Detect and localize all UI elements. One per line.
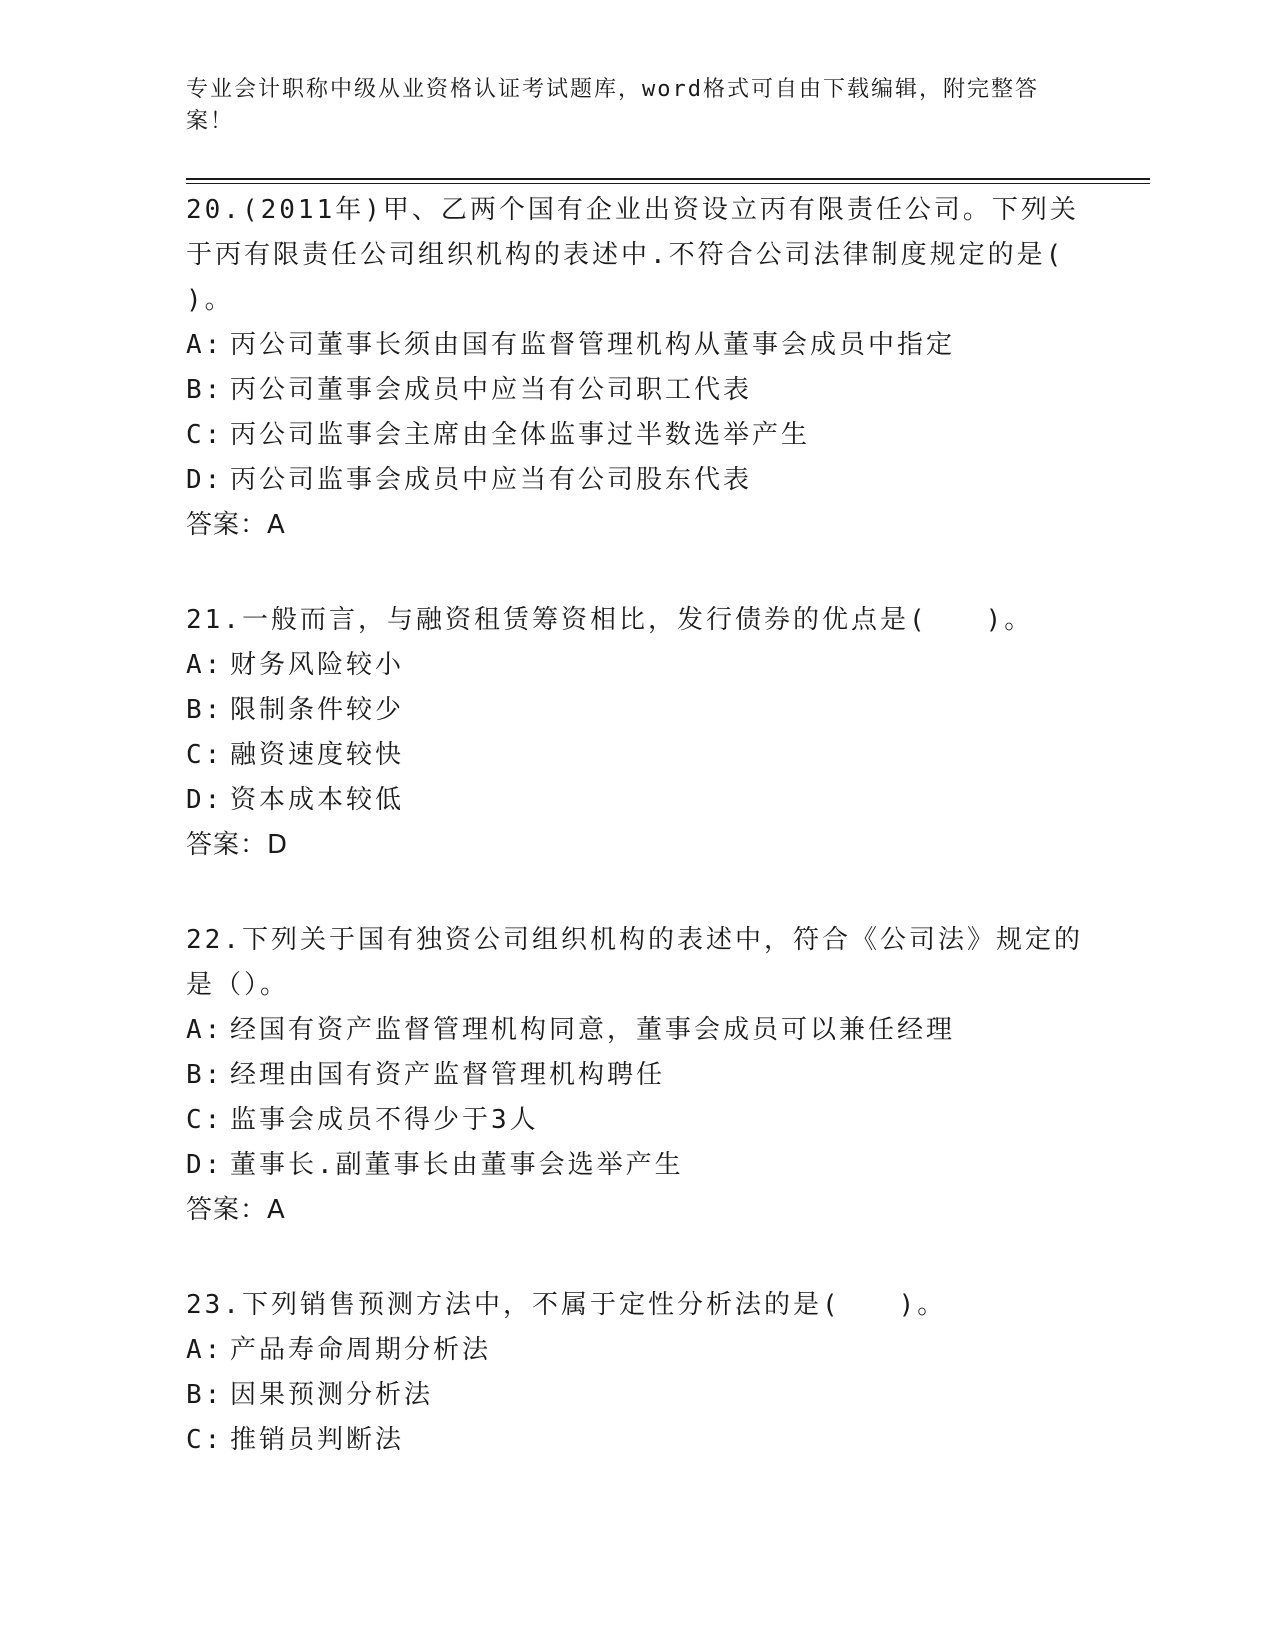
option-a: A: 丙公司董事长须由国有监督管理机构从董事会成员中指定 <box>186 330 956 360</box>
question-stem: 22.下列关于国有独资公司组织机构的表述中，符合《公司法》规定的是（）。 <box>186 925 1083 1000</box>
question-stem: 21.一般而言，与融资租赁筹资相比，发行债券的优点是( )。 <box>186 605 1034 635</box>
question-stem: 20.(2011年)甲、乙两个国有企业出资设立丙有限责任公司。下列关于丙有限责任公司组织机构的表述中.不符合公司法律制度规定的是( )。 <box>186 195 1079 315</box>
document-header: 专业会计职称中级从业资格认证考试题库，word格式可自由下载编辑，附完整答案！ <box>186 77 1039 134</box>
answer-label: 答案：A <box>186 1195 286 1225</box>
question-20 <box>186 188 1086 548</box>
header-rule-thin <box>186 183 1150 184</box>
option-b: B: 因果预测分析法 <box>186 1380 434 1410</box>
option-c: C: 监事会成员不得少于3人 <box>186 1105 539 1135</box>
option-b: B: 限制条件较少 <box>186 695 405 725</box>
answer-label: 答案：D <box>186 830 289 860</box>
option-a: A: 产品寿命周期分析法 <box>186 1335 492 1365</box>
option-d: D: 丙公司监事会成员中应当有公司股东代表 <box>186 465 753 495</box>
question-21 <box>186 598 1086 868</box>
question-22 <box>186 918 1086 1233</box>
option-d: D: 董事长.副董事长由董事会选举产生 <box>186 1150 684 1180</box>
option-a: A: 财务风险较小 <box>186 650 405 680</box>
option-c: C: 融资速度较快 <box>186 740 405 770</box>
question-stem: 23.下列销售预测方法中，不属于定性分析法的是( )。 <box>186 1290 947 1320</box>
option-c: C: 丙公司监事会主席由全体监事过半数选举产生 <box>186 420 811 450</box>
question-23 <box>186 1283 1086 1463</box>
option-d: D: 资本成本较低 <box>186 785 405 815</box>
option-a: A: 经国有资产监督管理机构同意，董事会成员可以兼任经理 <box>186 1015 956 1045</box>
option-c: C: 推销员判断法 <box>186 1425 405 1455</box>
question-list <box>186 188 1086 1513</box>
option-b: B: 丙公司董事会成员中应当有公司职工代表 <box>186 375 753 405</box>
answer-label: 答案：A <box>186 510 286 540</box>
option-b: B: 经理由国有资产监督管理机构聘任 <box>186 1060 666 1090</box>
header-rule-thick <box>186 178 1150 180</box>
